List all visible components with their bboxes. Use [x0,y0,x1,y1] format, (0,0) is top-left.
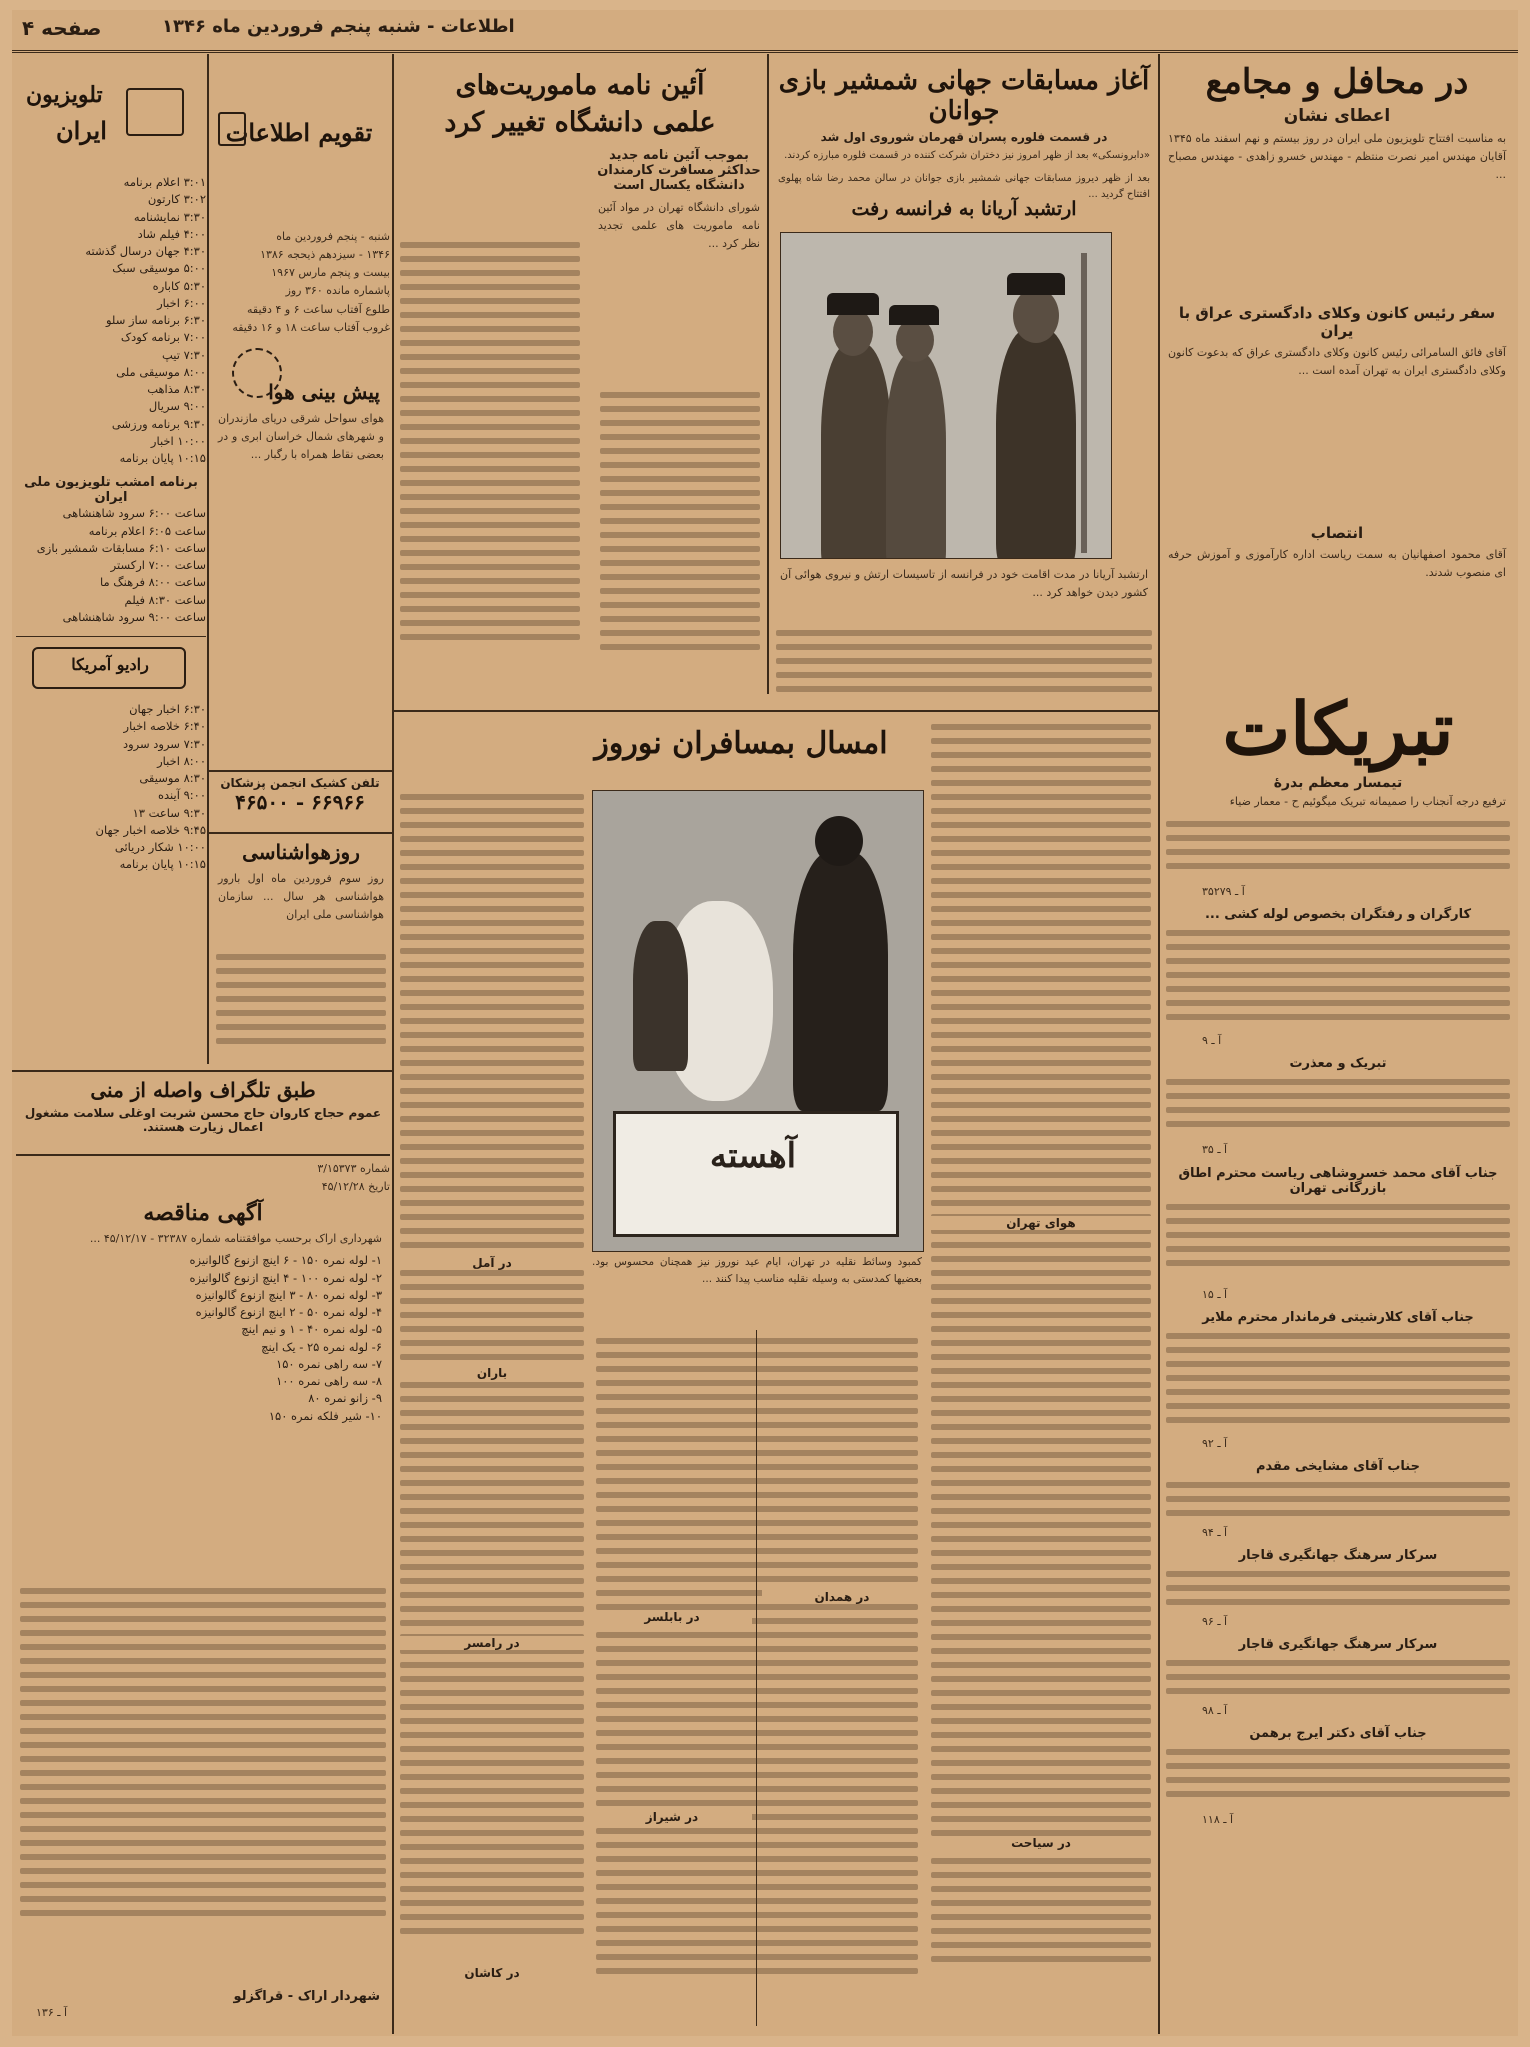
tv-program-item: ۸:۳۰ مذاهب [147,382,206,396]
radio-program-item: ۱۰:۱۵ پایان برنامه [119,857,206,872]
university-headline-line1: آئین نامه ماموریت‌های [455,70,705,101]
national-tv-program-item: ساعت ۶:۰۵ اعلام برنامه [88,523,206,538]
tv-program-item: ۳:۰۱ اعلام برنامه [123,175,206,189]
calendar-line2: ۱۳۴۶ - سیزدهم ذیحجه ۱۳۸۶ [260,248,390,262]
newspaper-page [12,10,1518,2036]
awards-text: به مناسبت افتتاح تلویزیون ملی ایران در روز بیستم و نهم اسفند ماه ۱۳۴۵ آقایان مهندس امیر نصرت منتظم - مهندس خسرو زاهدی - مهندس مصباح ... [1168,132,1506,182]
university-article [396,54,764,704]
national-tv-program-item: ساعت ۸:۰۰ فرهنگ ما [99,575,206,590]
tender-item: ۹- زانو نمره ۸۰ [308,1391,382,1406]
tabrik-9-heading: جناب آقای دکتر ایرج برهمن [1249,1726,1427,1742]
nowruz-headline: امسال بمسافران نوروز [594,726,888,761]
tabrik-3-code: آ ـ ۳۵ [1202,1143,1228,1157]
tender-ref-no: شماره ۳/۱۵۳۷۳ [317,1162,390,1175]
tender-item: ۱۰- شیر فلکه نمره ۱۵۰ [268,1408,382,1423]
masthead [12,10,1518,53]
nowruz-sub-hava: هوای تهران [927,1216,1155,1230]
awards-heading: اعطای نشان [1283,106,1391,126]
calendar-title: تقویم اطلاعات [225,118,373,147]
tv-program-item: ۷:۳۰ تیپ [161,347,206,362]
truck-caption: کمبود وسائط نقلیه در تهران، ایام عید نوروز نیز همچنان محسوس بود. بعضیها کمدستی به وسیله نقلیه مناسب پیدا کنند ... [592,1256,922,1286]
telegraph-head: طبق تلگراف واصله از منی [90,1078,316,1102]
tv-program-item: ۴:۰۰ فیلم شاد [137,226,206,241]
weather-logo: پیش بینی هوا [268,380,380,404]
radio-program-item: ۸:۰۰ اخبار [157,753,206,768]
radio-program-item: ۸:۳۰ موسیقی [139,771,206,785]
iraq-visit-text: آقای فائق السامرائی رئیس کانون وکلای دادگستری عراق که بدعوت کانون وکلای دادگستری ایران به تهران آمده است ... [1168,346,1506,378]
nowruz-sub-kashan: در کاشان [396,1966,588,1980]
tv-program-item: ۶:۰۰ اخبار [157,295,206,310]
meteorology-text: روز سوم فروردین ماه اول بارور هواشناسی هر سال ... سازمان هواشناسی ملی ایران [218,872,384,922]
iraq-visit-heading: سفر رئیس کانون وکلای دادگستری عراق با یران [1178,304,1496,340]
meteorology-box [212,836,390,1066]
university-headline-line2: علمی دانشگاه تغییر کرد [444,107,716,138]
calendar-line3: بیست و پنجم مارس ۱۹۶۷ [271,266,390,280]
telegraph-notice [16,1072,390,1156]
radio-program-item: ۶:۴۰ خلاصه اخبار [123,719,206,734]
medical-phone-number: ۶۶۹۶۶ - ۴۶۵۰۰ [235,790,365,814]
tender-item: ۶- لوله نمره ۲۵ - یک اینچ [261,1339,382,1354]
fencing-lead: «دابرونسکی» بعد از ظهر امروز نیز دختران شرکت کننده در قسمت فلوره مبارزه کردند. [784,150,1150,161]
nowruz-sub-shiraz: در شیراز [592,1810,752,1824]
tender-item: ۵- لوله نمره ۴۰ - ۱ و نیم اینچ [241,1322,382,1337]
tabrik-1-text: ترفیع درجه آنجناب را صمیمانه تبریک میگوئیم ح - معمار ضیاء [1229,795,1506,808]
tv-program-item: ۸:۰۰ موسیقی ملی [116,364,206,379]
tender-head: آگهی مناقصه [143,1200,263,1227]
tender-item: ۳- لوله نمره ۸۰ - ۳ اینچ ازنوع گالوانیزه [195,1287,382,1302]
tender-item: ۴- لوله نمره ۵۰ - ۲ اینچ ازنوع گالوانیزه [195,1305,382,1320]
tender-notice [16,1160,390,2026]
nowruz-body-right [927,716,1155,2026]
tv-icon [126,88,184,136]
nowruz-sub-rain: باران [396,1366,588,1380]
tabrik-1-heading: تیمسار معظم بدرهٔ [1273,775,1403,791]
meteorology-head: روزهواشناسی [242,840,360,864]
tabrik-2-code: آ ـ ۹ [1202,1034,1222,1048]
national-tv-program-list [16,505,206,626]
tabrik-6-heading: جناب آقای مشایخی مقدم [1256,1458,1420,1474]
tv-logo-line2: ایران [56,116,107,145]
tabrik-5-heading: جناب آقای کلارشیتی فرماندار محترم ملایر [1202,1309,1474,1325]
nowruz-sub-amol: در آمل [396,1256,588,1270]
nowruz-body-middle [592,1330,922,2026]
calendar-line4: پاشماره مانده ۳۶۰ روز [285,284,390,298]
medical-phone-box [208,770,392,834]
weather-text: هوای سواحل شرقی دریای مازندران و شهرهای شمال خراسان ابری و در بعضی نقاط همراه با رگبار ... [218,412,384,462]
tabrik-9-code: آ ـ ۱۱۸ [1202,1813,1234,1827]
tender-item: ۱- لوله نمره ۱۵۰ - ۶ اینچ ازنوع گالوانیزه [189,1253,382,1268]
radio-program-item: ۱۰:۰۰ شکار دریائی [114,840,206,854]
radio-program-item: ۹:۳۰ ساعت ۱۳ [132,805,206,820]
tabrik-5-code: آ ـ ۹۲ [1202,1436,1228,1450]
column-rule [207,54,209,1064]
nowruz-sub-hamedan: در همدان [762,1590,922,1604]
national-tv-program-item: ساعت ۶:۰۰ سرود شاهنشاهی [62,506,206,521]
tv-program-item: ۱۰:۰۰ اخبار [150,433,206,448]
military-officers-photo [780,232,1112,559]
tv-program-item: ۹:۳۰ برنامه ورزشی [111,416,206,431]
tender-code: آ ـ ۱۳۶ [36,2005,68,2019]
date-line: اطلاعات - شنبه پنجم فروردین ماه ۱۳۴۶ [162,16,515,37]
medical-phone-label: تلفن کشیک انجمن پزشکان [220,776,380,790]
gatherings-section [1162,54,1512,704]
university-sub2: حداکثر مسافرت کارمندان [597,163,761,178]
tabrik-4-code: آ ـ ۱۵ [1202,1287,1228,1301]
section-rule [394,710,1158,712]
tv-program-item: ۹:۰۰ سریال [148,399,206,414]
aryana-headline: ارتشبد آریانا به فرانسه رفت [851,198,1077,220]
column-rule [767,54,769,694]
university-text: شورای دانشگاه تهران در مواد آئین نامه ماموریت های علمی تجدید نظر کرد ... [598,201,760,251]
national-tv-program-item: ساعت ۸:۳۰ فیلم [124,592,206,607]
university-sub3: دانشگاه یکسال است [613,178,745,193]
tender-item: ۸- سه راهی نمره ۱۰۰ [276,1374,382,1389]
tv-program-item: ۵:۳۰ کاباره [152,278,206,293]
appointment-text: آقای محمود اصفهانیان به سمت ریاست اداره کارآموزی و آموزش حرفه ای منصوب شدند. [1168,548,1506,580]
tv-logo-line1: تلویزیون [26,82,103,108]
national-tv-heading: برنامه امشب تلویزیون ملی ایران [24,475,198,506]
calendar-box [212,54,390,234]
nowruz-sub-ramsar: در رامسر [396,1636,588,1650]
university-sub1: بموجب آئین نامه جدید [609,148,749,163]
tv-program-item: ۳:۳۰ نمایشنامه [133,209,206,224]
national-tv-program-item: ساعت ۶:۱۰ مسابقات شمشیر بازی [36,540,206,555]
national-tv-program-item: ساعت ۹:۰۰ سرود شاهنشاهی [62,609,206,624]
fencing-text: بعد از ظهر دیروز مسابقات جهانی شمشیر بازی جوانان در سالن محمد رضا شاه پهلوی افتتاح گردید ... [778,172,1150,200]
radio-program-item: ۷:۳۰ سرود سرود [122,736,206,751]
fencing-subhead: در قسمت فلوره پسران قهرمان شوروی اول شد [820,130,1108,144]
radio-program-item: ۶:۳۰ اخبار جهان [129,702,206,716]
tender-item: ۲- لوله نمره ۱۰۰ - ۴ اینچ ازنوع گالوانیزه [189,1270,382,1285]
radio-program-item: ۹:۰۰ آینده [158,788,206,803]
tabrik-8-heading: سرکار سرهنگ جهانگیری قاجار [1238,1637,1438,1653]
truck-rear-text: آهسته [709,1136,797,1176]
tender-item-list [16,1252,390,1425]
radio-program-item: ۹:۴۵ خلاصه اخبار جهان [95,822,206,837]
tv-program-item: ۷:۰۰ برنامه کودک [120,330,206,345]
national-tv-program-item: ساعت ۷:۰۰ ارکستر [110,558,206,572]
nowruz-sub-sayahat: در سیاحت [927,1836,1155,1850]
tabrik-7-heading: سرکار سرهنگ جهانگیری قاجار [1238,1547,1438,1563]
calendar-line1: شنبه - پنجم فروردین ماه [276,230,390,243]
congratulations-section [1162,690,1514,2030]
aryana-body [772,562,1156,702]
radio-america-logo: رادیو آمریکا [71,655,149,674]
weather-box [212,340,390,670]
tv-program-item: ۴:۳۰ جهان درسال گذشته [85,244,206,258]
sun-icon [232,348,282,398]
aryana-text: ارتشبد آریانا در مدت اقامت خود در فرانسه از تاسیسات ارتش و نیروی هوائی آن کشور دیدن خواهد کرد ... [780,568,1148,600]
tv-program-item: ۶:۳۰ برنامه ساز سلو [105,313,206,327]
tabrik-4-heading: جناب آقای محمد خسروشاهی ریاست محترم اطاق بازرگانی تهران [1178,1165,1498,1196]
tender-ref-date: تاریخ ۴۵/۱۲/۲۸ [321,1180,390,1194]
tv-program-item: ۵:۰۰ موسیقی سبک [112,261,206,276]
tv-program-list [16,174,206,467]
tv-programs-column [16,54,206,1066]
nowruz-body-left [396,786,588,2026]
fencing-headline: آغاز مسابقات جهانی شمشیر بازی جوانان [778,66,1150,126]
column-rule [392,54,394,2034]
truck-photo [592,790,924,1252]
tabrik-8-code: آ ـ ۹۸ [1202,1704,1228,1718]
tabrik-1-code: آ ـ ۳۵۲۷۹ [1202,885,1245,899]
tv-program-item: ۳:۰۲ کارتون [147,192,206,207]
tender-intro: شهرداری اراک برحسب موافقتنامه شماره ۳۲۳۸۷ - ۴۵/۱۲/۱۷ ... [89,1232,382,1246]
page-label: صفحه ۴ [22,16,102,40]
gatherings-title: در محافل و مجامع [1205,62,1469,102]
congratulations-title: تبریکات [1222,690,1454,771]
tv-program-item: ۱۰:۱۵ پایان برنامه [119,451,206,465]
tender-item: ۷- سه راهی نمره ۱۵۰ [276,1356,382,1371]
nowruz-sub-babolsar: در بابلسر [592,1610,752,1624]
calendar-line6: غروب آفتاب ساعت ۱۸ و ۱۶ دقیقه [232,320,390,334]
column-rule [1158,700,1160,2034]
calendar-icon [218,112,246,146]
tabrik-2-heading: کارگران و رفتگران بخصوص لوله کشی ... [1204,907,1472,923]
tabrik-7-code: آ ـ ۹۶ [1202,1614,1228,1628]
telegraph-text: عموم حجاج کاروان حاج محسن شربت اوغلی سلامت مشغول اعمال زیارت هستند. [24,1106,382,1134]
radio-program-list [16,701,206,874]
tender-signature: شهردار اراک - قراگزلو [233,1989,380,2004]
appointment-heading: انتصاب [1310,524,1364,542]
calendar-line5: طلوع آفتاب ساعت ۶ و ۴ دقیقه [247,302,390,316]
tabrik-3-heading: تبریک و معذرت [1289,1056,1387,1072]
tabrik-6-code: آ ـ ۹۴ [1202,1525,1228,1539]
